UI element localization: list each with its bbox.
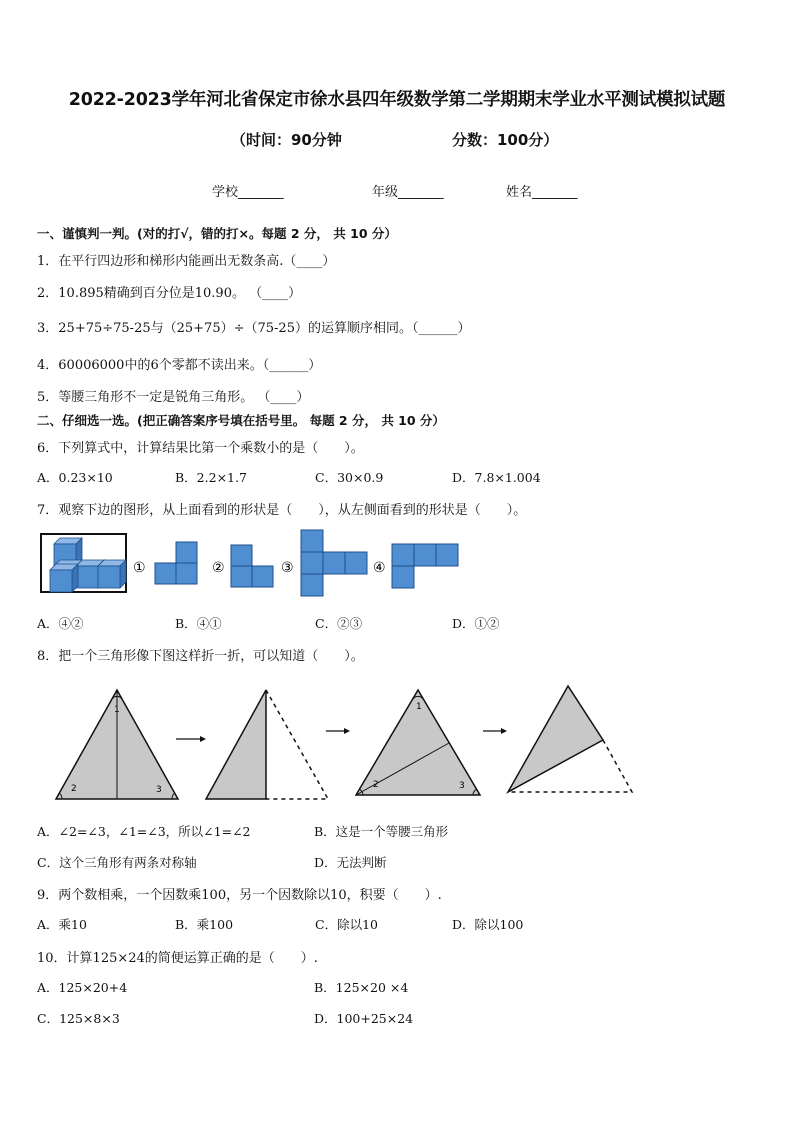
triangle-3 bbox=[356, 690, 480, 795]
triangle-2 bbox=[206, 690, 328, 799]
question-10: 10．计算125×24的简便运算正确的是（ ）. bbox=[37, 951, 318, 966]
q10-option-c[interactable]: C．125×8×3 bbox=[37, 1011, 120, 1026]
triangle-4 bbox=[508, 686, 632, 792]
q7-option-d[interactable]: D．①② bbox=[452, 616, 500, 631]
view-2-label: ② bbox=[212, 560, 225, 576]
arrow-2-icon bbox=[326, 728, 350, 734]
grade-field[interactable]: 年级_______ bbox=[372, 185, 444, 200]
angle-1b-label: 1 bbox=[416, 702, 422, 712]
angle-3-label: 3 bbox=[156, 785, 162, 795]
section-2-heading: 二、仔细选一选。(把正确答案序号填在括号里。 每题 2 分， 共 10 分） bbox=[37, 413, 445, 428]
q8-option-c[interactable]: C．这个三角形有两条对称轴 bbox=[37, 855, 197, 870]
question-1: 1．在平行四边形和梯形内能画出无数条高.（____） bbox=[37, 254, 336, 269]
q6-option-d[interactable]: D．7.8×1.004 bbox=[452, 470, 541, 485]
q10-option-a[interactable]: A．125×20+4 bbox=[37, 980, 128, 995]
cube-solid-figure bbox=[41, 534, 126, 592]
question-8: 8．把一个三角形像下图这样折一折，可以知道（ ）。 bbox=[37, 649, 364, 664]
question-5: 5．等腰三角形不一定是锐角三角形。 （____） bbox=[37, 390, 310, 405]
name-field[interactable]: 姓名_______ bbox=[506, 185, 578, 200]
view-3-label: ③ bbox=[281, 560, 294, 576]
q7-figure bbox=[36, 526, 476, 604]
angle-1-label: 1 bbox=[114, 705, 120, 715]
q9-option-a[interactable]: A．乘10 bbox=[37, 917, 87, 932]
q10-option-d[interactable]: D．100+25×24 bbox=[314, 1011, 414, 1026]
q6-option-c[interactable]: C．30×0.9 bbox=[315, 470, 384, 485]
view-3-shape bbox=[301, 530, 367, 596]
view-2-shape bbox=[231, 545, 273, 587]
angle-3b-label: 3 bbox=[459, 781, 465, 791]
view-4-shape bbox=[392, 544, 458, 588]
q8-option-b[interactable]: B．这是一个等腰三角形 bbox=[314, 824, 449, 839]
question-9: 9．两个数相乘，一个因数乘100，另一个因数除以10，积要（ ）. bbox=[37, 888, 442, 903]
q6-option-b[interactable]: B．2.2×1.7 bbox=[175, 470, 247, 485]
q8-option-d[interactable]: D．无法判断 bbox=[314, 855, 387, 870]
question-6: 6．下列算式中，计算结果比第一个乘数小的是（ ）。 bbox=[37, 441, 364, 456]
q7-option-c[interactable]: C．②③ bbox=[315, 616, 363, 631]
q10-option-b[interactable]: B．125×20 ×4 bbox=[314, 980, 409, 995]
page-title: 2022-2023学年河北省保定市徐水县四年级数学第二学期期末学业水平测试模拟试题 bbox=[68, 90, 726, 110]
q9-option-c[interactable]: C．除以10 bbox=[315, 917, 378, 932]
q9-option-d[interactable]: D．除以100 bbox=[452, 917, 524, 932]
triangle-1 bbox=[56, 690, 178, 799]
question-2: 2．10.895精确到百分位是10.90。 （____） bbox=[37, 286, 302, 301]
view-1-label: ① bbox=[133, 560, 146, 576]
arrow-3-icon bbox=[483, 728, 507, 734]
angle-2b-label: 2 bbox=[373, 780, 379, 790]
arrow-1-icon bbox=[176, 736, 206, 742]
q8-option-a[interactable]: A．∠2=∠3，∠1=∠3，所以∠1=∠2 bbox=[37, 824, 251, 839]
exam-time: （时间：90分钟 bbox=[231, 131, 342, 149]
angle-2-label: 2 bbox=[71, 784, 77, 794]
q7-option-a[interactable]: A．④② bbox=[37, 616, 84, 631]
view-4-label: ④ bbox=[373, 560, 386, 576]
exam-score: 分数：100分） bbox=[452, 131, 559, 149]
section-1-heading: 一、谨慎判一判。(对的打√，错的打×。每题 2 分， 共 10 分） bbox=[37, 226, 397, 241]
q7-option-b[interactable]: B．④① bbox=[175, 616, 222, 631]
q9-option-b[interactable]: B．乘100 bbox=[175, 917, 234, 932]
question-3: 3．25+75÷75-25与（25+75）÷（75-25）的运算顺序相同。（______） bbox=[37, 321, 471, 336]
question-4: 4．60006000中的6个零都不读出来。（______） bbox=[37, 358, 322, 373]
question-7: 7．观察下边的图形，从上面看到的形状是（ ），从左侧面看到的形状是（ ）。 bbox=[37, 503, 527, 518]
q6-option-a[interactable]: A．0.23×10 bbox=[37, 470, 113, 485]
view-1-shape bbox=[155, 542, 197, 584]
q8-figure bbox=[50, 682, 640, 804]
school-field[interactable]: 学校_______ bbox=[212, 185, 284, 200]
